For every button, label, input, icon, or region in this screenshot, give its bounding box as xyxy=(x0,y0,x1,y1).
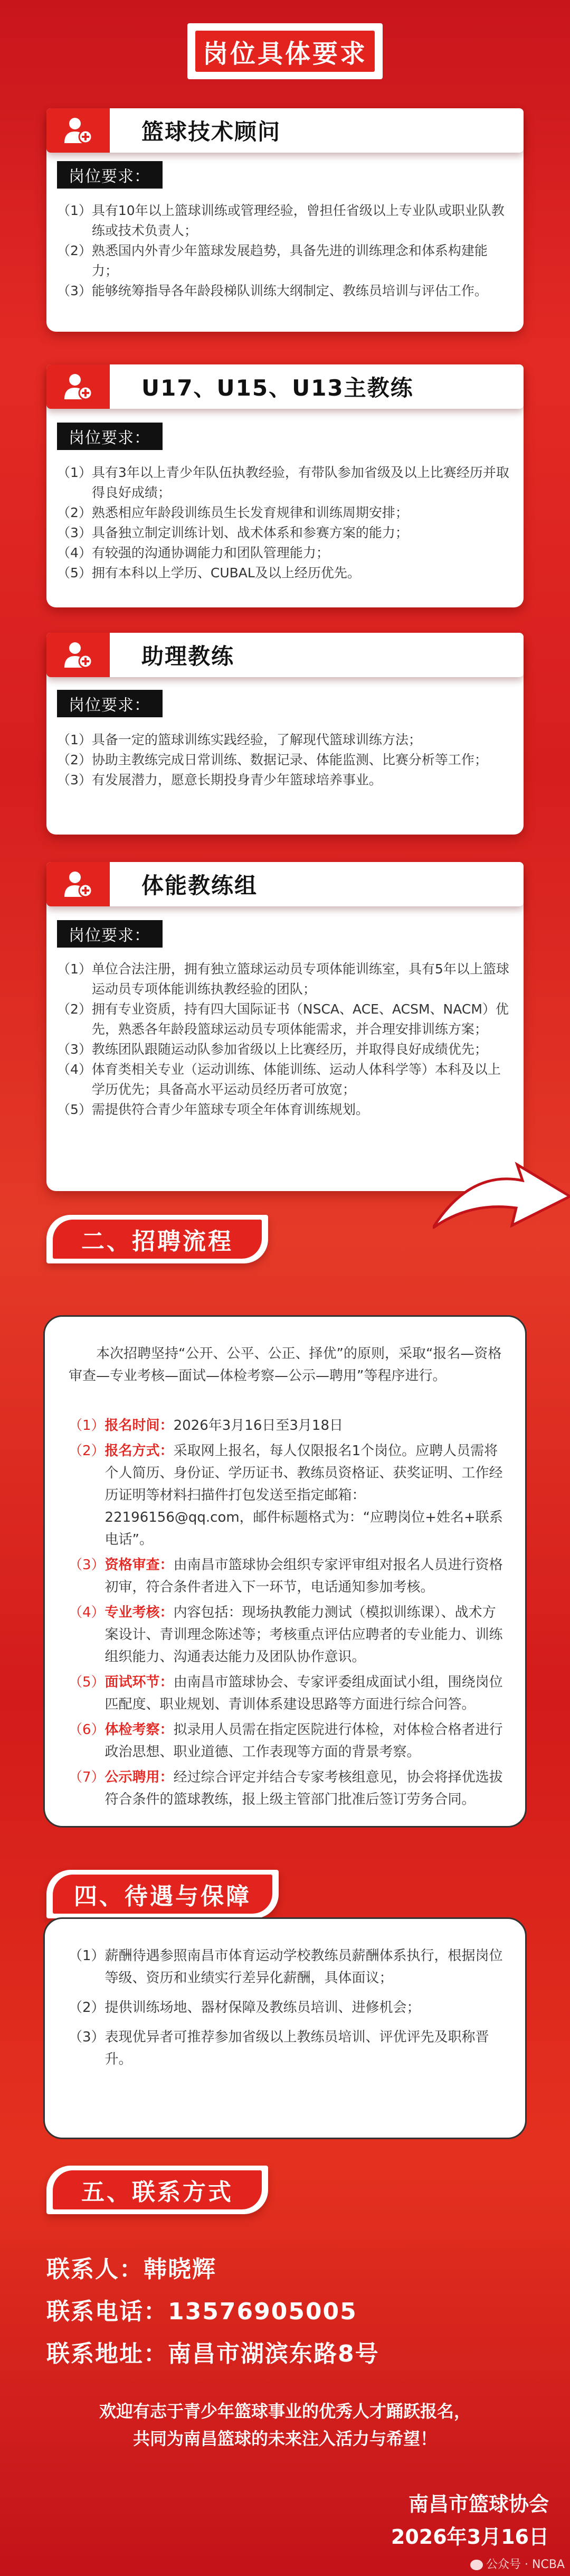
add-person-icon xyxy=(46,862,110,906)
add-person-icon xyxy=(46,633,110,677)
benefits-title: 四、待遇与保障 xyxy=(53,1875,272,1914)
requirements-label: 岗位要求： xyxy=(57,690,163,717)
issue-date: 2026年3月16日 xyxy=(391,2525,549,2549)
list-item: （2） 拥有专业资质，持有四大国际证书（NSCA、ACE、ACSM、NACM）优先，熟悉各年龄段篮球运动员专项体能需求，并合理安排训练方案； xyxy=(57,1001,509,1037)
requirements-label: 岗位要求： xyxy=(57,920,163,948)
process-step: （7） 公示聘用：经过综合评定并结合专家考核组意见，协会将择优选拔符合条件的篮球教练，报上级主管部门批准后签订劳务合同。 xyxy=(69,1769,503,1807)
process-step: （4） 专业考核：内容包括：现场执教能力测试（模拟训练课）、战术方案设计、青训理念陈述等；考核重点评估应聘者的专业能力、训练组织能力、沟通表达能力及团队协作意识。 xyxy=(69,1605,503,1665)
list-item: （2） 熟悉国内外青少年篮球发展趋势，具备先进的训练理念和体系构建能力； xyxy=(57,243,488,278)
wechat-icon xyxy=(470,2560,483,2570)
position-title: 篮球技术顾问 xyxy=(141,119,281,145)
page-title: 岗位具体要求 xyxy=(195,31,375,72)
benefits-title-tab xyxy=(46,1870,279,1918)
page-title-tab xyxy=(187,23,383,79)
list-item: （5） 拥有本科以上学历、CUBAL及以上经历优先。 xyxy=(57,565,360,580)
watermark: 公众号 · NCBA xyxy=(359,2555,565,2572)
closing-line-1: 欢迎有志于青少年篮球事业的优秀人才踊跃报名， xyxy=(99,2401,471,2421)
arrow-decoration-icon xyxy=(433,1159,570,1239)
list-item: （1） 具备一定的篮球训练实践经验，了解现代篮球训练方法； xyxy=(57,732,422,747)
position-header-3 xyxy=(46,633,524,677)
process-intro: 本次招聘坚持“公开、公平、公正、择优”的原则，采取“报名—资格审查—专业考核—面试—体检考察—公示—聘用”等程序进行。 xyxy=(69,1346,502,1384)
list-item: （4） 体育类相关专业（运动训练、体能训练、运动人体科学等）本科及以上学历优先；具备高水平运动员经历者可放宽； xyxy=(57,1062,501,1097)
contact-title-tab xyxy=(46,2166,268,2214)
list-item: （3） 具备独立制定训练计划、战术体系和参赛方案的能力； xyxy=(57,525,408,540)
list-item: （1） 具有10年以上篮球训练或管理经验，曾担任省级以上专业队或职业队教练或技术负责人； xyxy=(57,203,505,238)
process-step: （5） 面试环节：由南昌市篮球协会、专家评委组成面试小组，围绕岗位匹配度、职业规划、青训体系建设思路等方面进行综合问答。 xyxy=(69,1674,503,1712)
requirements-list xyxy=(57,959,511,1120)
position-title: 体能教练组 xyxy=(141,873,258,898)
list-item: （5） 需提供符合青少年篮球专项全年体育训练规划。 xyxy=(57,1102,369,1117)
process-step: （1） 报名时间：2026年3月16日至3月18日 xyxy=(69,1418,343,1434)
requirements-label: 岗位要求： xyxy=(57,423,163,450)
process-step: （3） 资格审查：由南昌市篮球协会组织专家评审组对报名人员进行资格初审，符合条件者进入下一环节，电话通知参加考核。 xyxy=(69,1557,503,1595)
requirements-list xyxy=(57,730,511,790)
process-steps xyxy=(69,1415,507,1811)
position-title: 助理教练 xyxy=(141,643,235,669)
contact-person: 联系人：韩晓辉 xyxy=(46,2256,216,2283)
list-item: （2） 熟悉相应年龄段训练员生长发育规律和训练周期安排； xyxy=(57,505,408,520)
contact-phone[interactable]: 联系电话：13576905005 xyxy=(46,2298,357,2325)
process-title-tab xyxy=(46,1215,268,1263)
add-person-icon xyxy=(46,364,110,409)
process-step: （2） 报名方式：采取网上报名，每人仅限报名1个岗位。应聘人员需将个人简历、身份证、学历证书、教练员资格证、获奖证明、工作经历证明等材料扫描件打包发送至指定邮箱：22196156@qq.com，邮件标题格式为：“应聘岗位+姓名+联系电话”。 xyxy=(69,1443,503,1548)
requirements-label: 岗位要求： xyxy=(57,161,163,189)
list-item: （3） 教练团队跟随运动队参加省级以上比赛经历，并取得良好成绩优先； xyxy=(57,1042,488,1057)
contact-address: 联系地址：南昌市湖滨东路8号 xyxy=(46,2340,379,2367)
add-person-icon xyxy=(46,108,110,153)
list-item: （3） 能够统筹指导各年龄段梯队训练大纲制定、教练员培训与评估工作。 xyxy=(57,283,488,298)
benefit-item: （2） 提供训练场地、器材保障及教练员培训、进修机会； xyxy=(69,2000,421,2016)
contact-title: 五、联系方式 xyxy=(53,2170,262,2209)
organization-name: 南昌市篮球协会 xyxy=(408,2493,549,2516)
position-title: U17、U15、U13主教练 xyxy=(141,375,414,401)
position-header-1 xyxy=(46,108,524,153)
position-header-4 xyxy=(46,862,524,906)
list-item: （1） 具有3年以上青少年队伍执教经验，有带队参加省级及以上比赛经历并取得良好成绩； xyxy=(57,465,509,500)
list-item: （2） 协助主教练完成日常训练、数据记录、体能监测、比赛分析等工作； xyxy=(57,752,488,767)
process-title: 二、招聘流程 xyxy=(53,1220,262,1259)
requirements-list xyxy=(57,201,511,301)
list-item: （1） 单位合法注册，拥有独立篮球运动员专项体能训练室，具有5年以上篮球运动员专项体能训练执教经验的团队； xyxy=(57,961,509,997)
benefit-item: （1） 薪酬待遇参照南昌市体育运动学校教练员薪酬体系执行，根据岗位等级、资历和业绩实行差异化薪酬，具体面议； xyxy=(69,1948,503,1986)
closing-line-2: 共同为南昌篮球的未来注入活力与希望！ xyxy=(132,2429,437,2449)
requirements-list xyxy=(57,463,511,583)
benefit-item: （3） 表现优异者可推荐参加省级以上教练员培训、评优评先及职称晋升。 xyxy=(69,2029,489,2067)
process-step: （6） 体检考察：拟录用人员需在指定医院进行体检，对体检合格者进行政治思想、职业道德、工作表现等方面的背景考察。 xyxy=(69,1722,503,1760)
benefits-list xyxy=(69,1945,507,2071)
list-item: （4） 有较强的沟通协调能力和团队管理能力； xyxy=(57,545,329,560)
position-header-2 xyxy=(46,364,524,409)
list-item: （3） 有发展潜力，愿意长期投身青少年篮球培养事业。 xyxy=(57,772,382,788)
